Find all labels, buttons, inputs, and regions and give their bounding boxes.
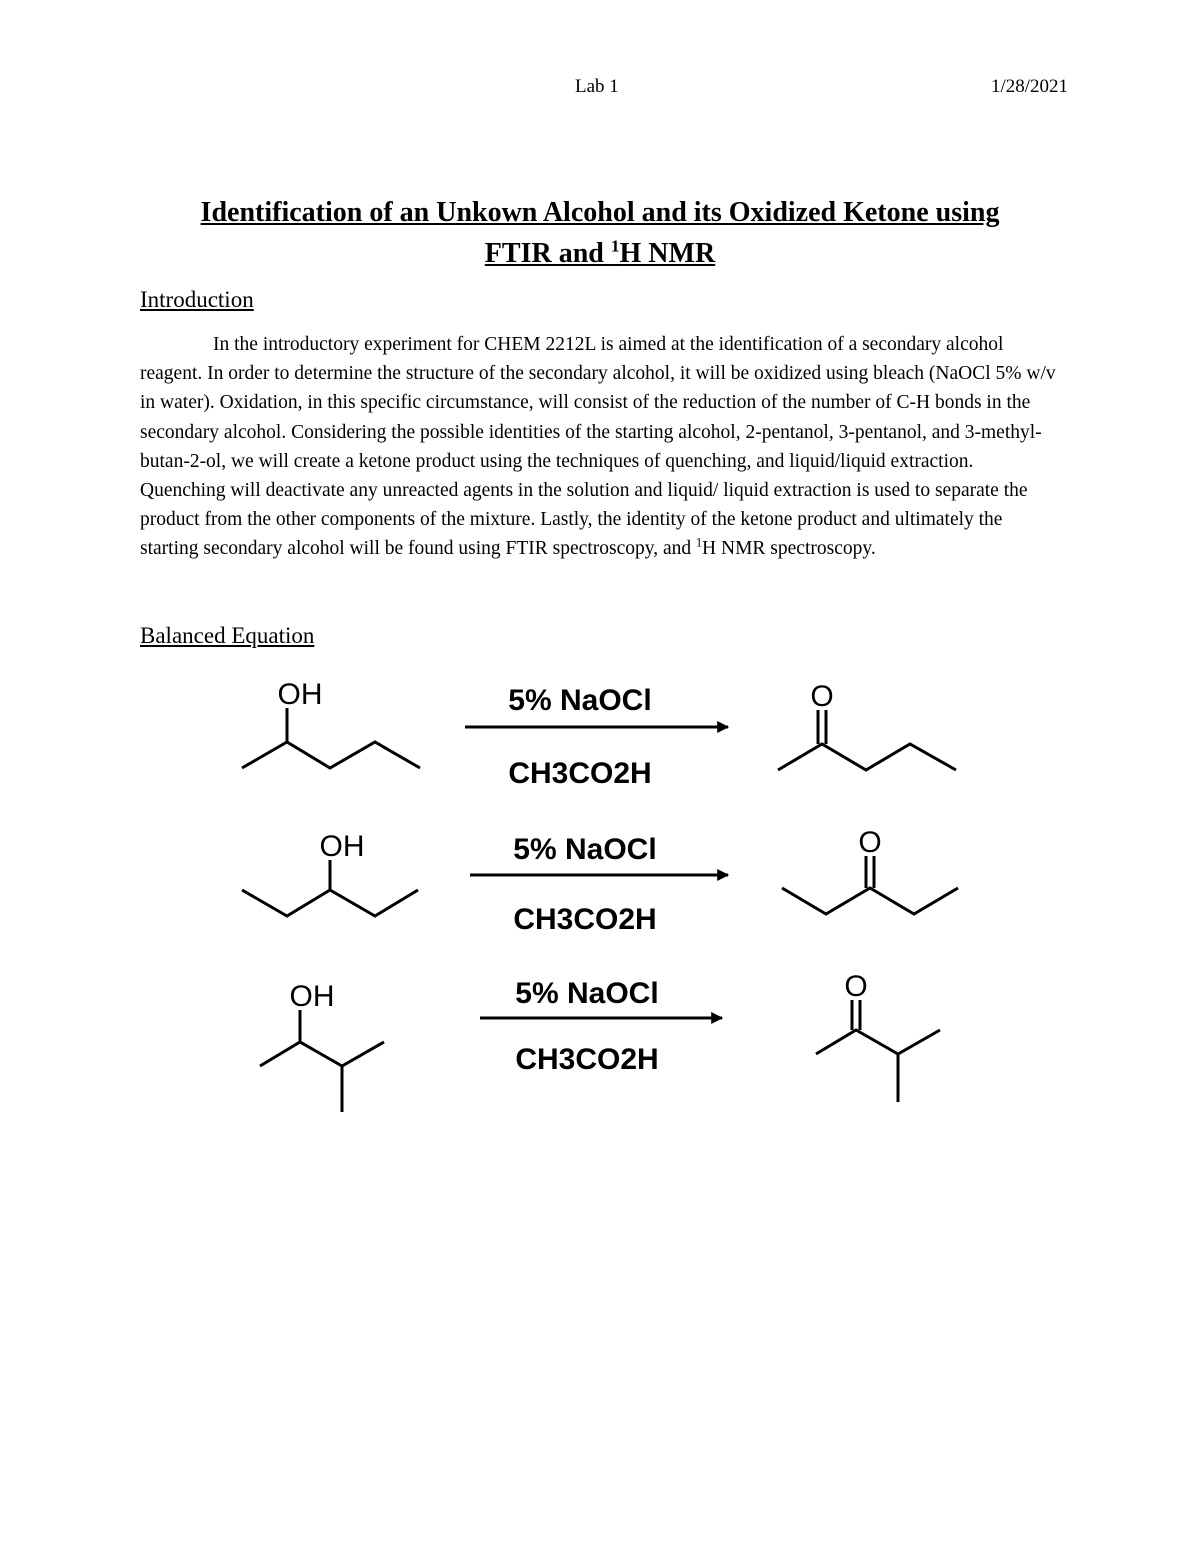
introduction-heading: Introduction bbox=[140, 287, 254, 312]
reaction-1-reagent: 5% NaOCl bbox=[508, 684, 652, 717]
reaction-1-alcohol-skeleton bbox=[242, 742, 420, 768]
introduction-text: In the introductory experiment for CHEM 2212L is aimed at the identification of a secondary alcohol reagent. In order to determine the structure of the secondary alcohol, it will be oxidized using bleach (NaOCl 5% w/v in water). Oxidation, in this specific circumstance, will consist of the reduction of the number of C-H bonds in the secondary alcohol. Considering the possible identities of the starting alcohol, 2-pentanol, 3-pentanol, and 3-methyl-butan-2-ol, we will create a ketone product using the techniques of quenching, and liquid/liquid extraction. Quenching will deactivate any unreacted agents in the solution and liquid/ liquid extraction is used to separate the product from the other components of the mixture. Lastly, the identity of the ketone product and ultimately the starting secondary alcohol will be found using FTIR spectroscopy, and bbox=[140, 334, 1056, 560]
balanced-equation-heading: Balanced Equation bbox=[140, 623, 315, 648]
introduction-text-end: H NMR spectroscopy. bbox=[702, 538, 876, 560]
reaction-2 bbox=[242, 826, 958, 936]
reaction-1-hydroxyl-label: OH bbox=[277, 678, 323, 711]
introduction-paragraph bbox=[140, 330, 1060, 564]
title-line-2 bbox=[100, 233, 1100, 274]
introduction-superscript: 1 bbox=[696, 535, 703, 550]
header-lab-label: Lab 1 bbox=[575, 76, 619, 97]
title-line-2-prefix: FTIR and bbox=[484, 238, 611, 269]
reaction-3-ketone-skeleton bbox=[816, 1030, 940, 1054]
reaction-1-solvent: CH3CO2H bbox=[508, 757, 652, 790]
reaction-2-carbonyl-label: O bbox=[858, 826, 882, 859]
title-line-2-suffix: H NMR bbox=[619, 238, 716, 269]
header-date: 1/28/2021 bbox=[990, 76, 1068, 97]
reaction-2-ketone-skeleton bbox=[782, 888, 958, 914]
reaction-3-reagent: 5% NaOCl bbox=[515, 977, 659, 1010]
page-title bbox=[100, 192, 1100, 274]
reaction-2-hydroxyl-label: OH bbox=[319, 830, 365, 863]
reaction-1 bbox=[242, 678, 956, 790]
reaction-3 bbox=[260, 970, 940, 1112]
reaction-2-alcohol-skeleton bbox=[242, 890, 418, 916]
reaction-2-solvent: CH3CO2H bbox=[513, 903, 657, 936]
reaction-1-carbonyl-label: O bbox=[810, 680, 834, 713]
reaction-1-ketone-skeleton bbox=[778, 744, 956, 770]
reaction-2-reagent: 5% NaOCl bbox=[513, 833, 657, 866]
title-line-1: Identification of an Unkown Alcohol and its Oxidized Ketone using bbox=[200, 197, 1000, 228]
title-superscript: 1 bbox=[610, 236, 620, 256]
reaction-3-carbonyl-label: O bbox=[844, 970, 868, 1003]
reaction-3-solvent: CH3CO2H bbox=[515, 1043, 659, 1076]
reaction-3-alcohol-skeleton bbox=[260, 1042, 384, 1066]
reaction-3-hydroxyl-label: OH bbox=[289, 980, 335, 1013]
